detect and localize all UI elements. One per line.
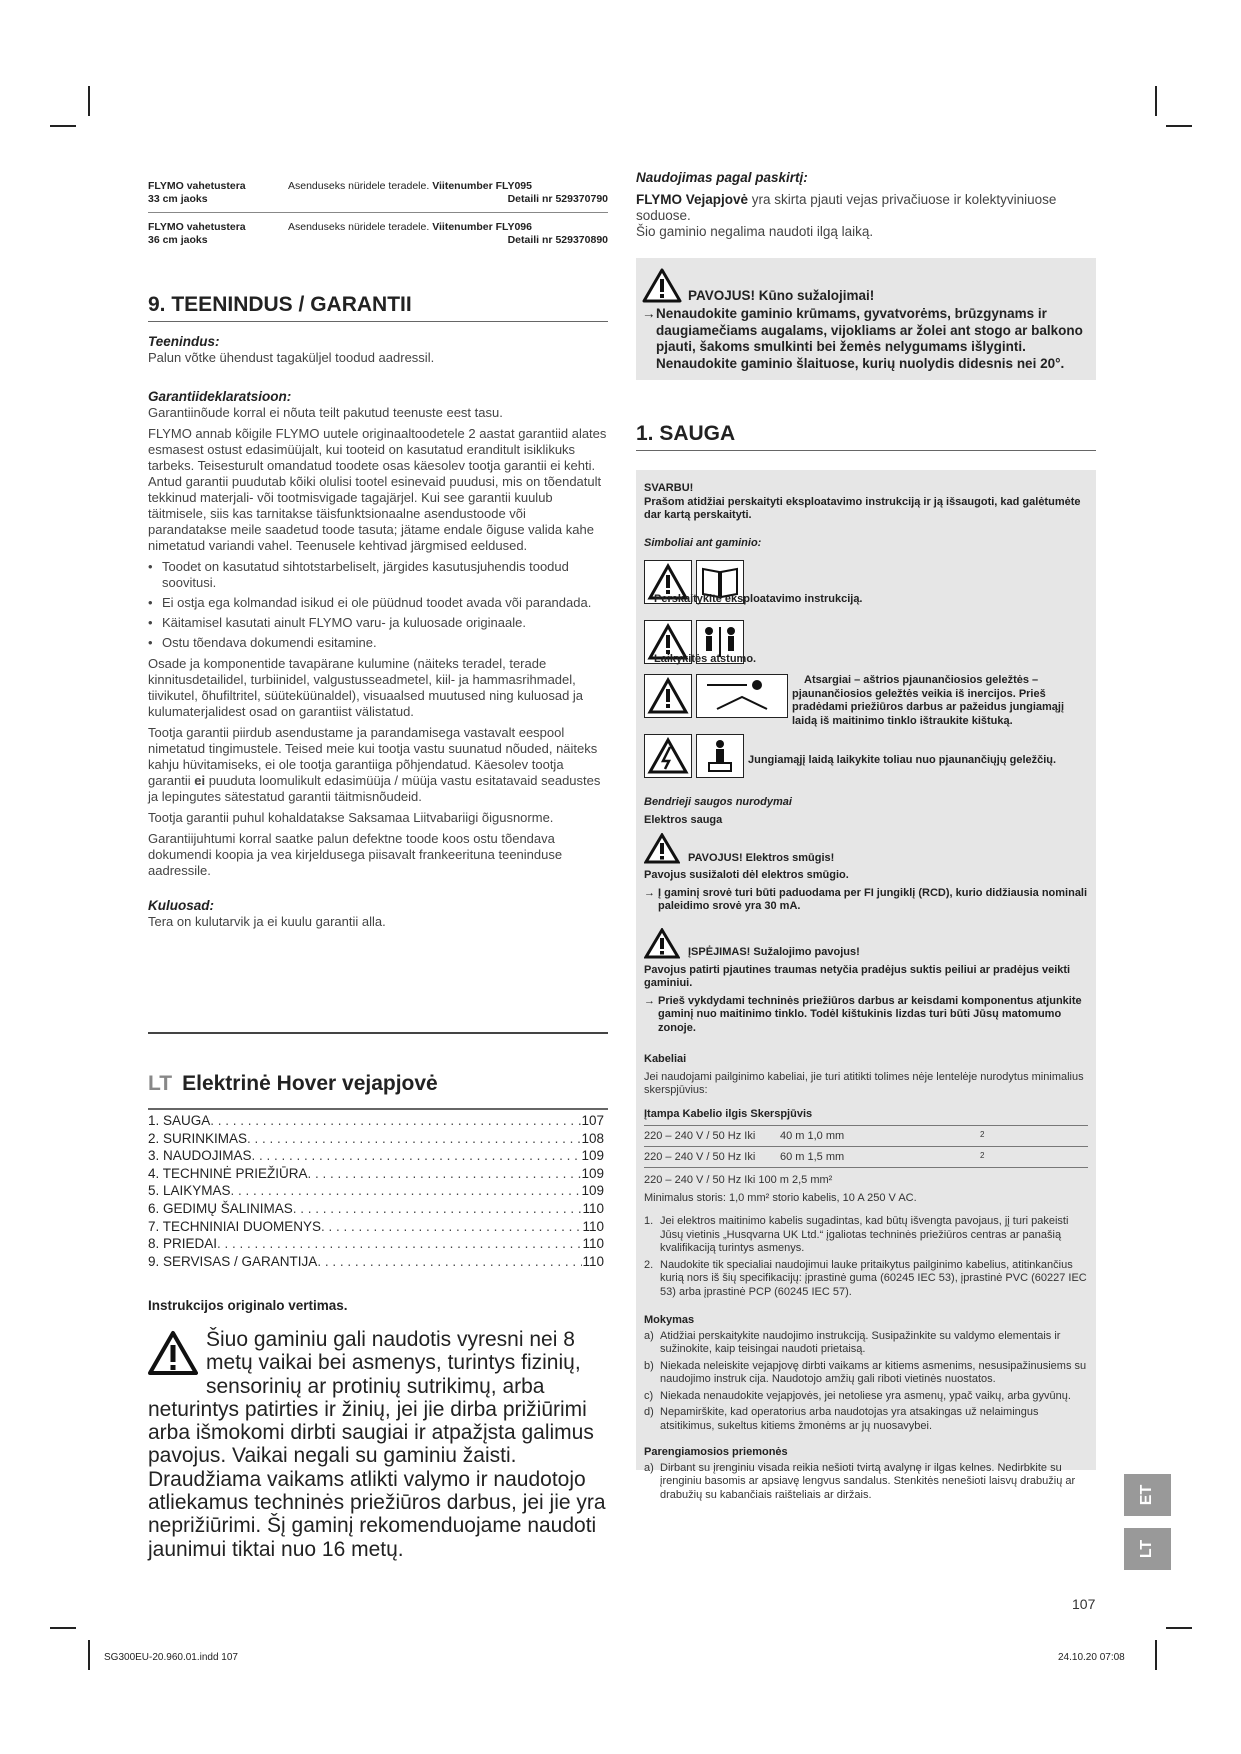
garantii-conditions [148, 559, 608, 651]
list-item: 2. Naudokite tik specialiai naudojimui lauke pritaikytus pailginimo kabelius, atitinkančius kurią nors iš šių specifikacijų: įprastinė guma (60245 IEC 53), įprastinė PVC (60227 IEC 53) arba įprastinė PCP (60245 IEC 57). [644, 1258, 1087, 1298]
garantii-p5: Tootja garantii puhul kohaldatakse Saksamaa Liitvabariigi õigusnorme. [148, 810, 554, 825]
symbol-row-read-manual [644, 558, 1088, 604]
divider [148, 1108, 608, 1110]
cables-title: Kabeliai [644, 1053, 687, 1065]
page-number: 107 [1072, 1596, 1096, 1612]
warning-triangle-icon [148, 1330, 198, 1376]
list-item: a) Dirbant su įrenginiu visada reikia nešioti tvirtą avalynę ir ilgas kelnes. Nedirbkite su įrenginiu basomis ar apsiavę lengvus sandalus. Stenkitės nenešioti laisvų drabužių ar drabužių su kabančiais raišteliais ar diržais. [644, 1461, 1076, 1501]
danger-box [636, 258, 1096, 380]
crop-mark [50, 1627, 76, 1629]
toc-item[interactable]: 6. GEDIMŲ ŠALINIMAS . . . 110 [148, 1200, 604, 1218]
warning-triangle-icon [644, 833, 680, 865]
warning-injury-heading: ĮSPĖJIMAS! Sužalojimo pavojus! [644, 928, 1088, 960]
cable-table-header: Įtampa Kabelio ilgis Skerspjūvis [644, 1108, 1088, 1127]
toc-item[interactable]: 4. TECHNINĖ PRIEŽIŪRA . . . 109 [148, 1165, 604, 1183]
kuluosad-text: Tera on kulutarvik ja ei kuulu garantii alla. [148, 914, 386, 929]
part-detail: Detaili nr 529370890 [507, 234, 608, 246]
list-item: a) Atidžiai perskaitykite naudojimo instrukciją. Susipažinkite su valdymo elementais ir sužinokite, kaip teisingai naudoti prietaisą. [644, 1329, 1061, 1355]
symbol-text: Atsargiai – aštrios pjaunančiosios geležtės – pjaunančiosios geležtės veikia iš inercijos. Prieš pradėdami priežiūros darbus ar pažeidus jungiamąjį laidą iš maitinimo tinklo ištraukite kištuką. [792, 674, 1065, 727]
crop-mark [88, 86, 90, 116]
part-size: 33 cm jaoks [148, 193, 208, 205]
divider [148, 1032, 608, 1034]
garantii-title: Garantiideklaratsioon: [148, 389, 292, 404]
left-column [148, 178, 608, 935]
tab-et[interactable]: ET [1124, 1474, 1171, 1516]
list-item: b) Niekada neleiskite vejapjovę dirbti vaikams ar kitiems asmenims, nesusipažinusiems su naudojimo instruk cija. Naudotojo amžių gali riboti vietinės nuostatos. [644, 1359, 1087, 1385]
symbol-row-keep-distance [644, 618, 1088, 664]
list-item: d) Nepamirškite, kad operatorius arba naudotojas yra atsakingas už nelaimingus atsitikimus, sukeltus kitiems žmonėms ar jų nuosavybei. [644, 1406, 1039, 1432]
section-heading-service: 9. TEENINDUS / GARANTII [148, 297, 608, 322]
lang-code: LT [148, 1072, 173, 1095]
part-ref: Viitenumber FLY096 [432, 221, 532, 233]
tab-lt[interactable]: LT [1124, 1528, 1171, 1570]
preparation-list [644, 1462, 1088, 1503]
danger-electric-heading: PAVOJUS! Elektros smūgis! [644, 833, 1088, 865]
part-ref: Viitenumber FLY095 [432, 180, 532, 192]
part-detail: Detaili nr 529370790 [507, 193, 608, 205]
warning-injury-text: Pavojus patirti pjautines traumas netyčia pradėjus suktis peiliui ar pradėjus veikti gaminiui. [644, 963, 1071, 989]
danger-text: → Nenaudokite gaminio krūmams, gyvatvorėms, brūzgynams ir daugiamečiams augalams, vijokliams ar žolei ant stogo ar balkono pjauti, šakoms smulkinti bei žemės nelygumams išlyginti. Nenaudokite gaminio šlaituose, kurių nuolydis didesnis nei 20°. [642, 306, 1086, 372]
warning-triangle-icon [644, 674, 692, 718]
toc-item[interactable]: 1. SAUGA . . . 107 [148, 1112, 604, 1130]
cable-person-icon [696, 734, 744, 778]
footer-file: SG300EU-20.960.01.indd 107 [104, 1652, 238, 1663]
rcd-instruction: → Į gaminį srovė turi būti paduodama per FI jungiklį (RCD), kurio didžiausia nominali paleidimo srovė yra 30 mA. [644, 887, 1088, 914]
kuluosad-title: Kuluosad: [148, 898, 214, 913]
toc-item[interactable]: 3. NAUDOJIMAS . . . 109 [148, 1147, 604, 1165]
symbol-text: Jungiamąjį laidą laikykite toliau nuo pjaunančiųjų geležčių. [748, 754, 1057, 766]
garantii-p3: Osade ja komponentide tavapärane kulumine (näiteks teradel, terade kinnitusdetailidel, turbiinidel, valgustusseadmetel, kiil- ja hammasrihmadel, tiivikutel, õhufiltritel, süüteküünaldel), visuaalsed muutused ning kuluosad ja kulumaterjalidest osad on garantiist välistatud. [148, 656, 584, 719]
toc-item[interactable]: 8. PRIEDAI . . . 110 [148, 1235, 604, 1253]
part-name: FLYMO vahetustera [148, 180, 246, 192]
garantii-p1: Garantiinõude korral ei nõuta teilt pakutud teenuste eest tasu. [148, 405, 503, 420]
parts-table [148, 178, 608, 253]
parts-row [148, 178, 608, 213]
intended-use-title: Naudojimas pagal paskirtį: [636, 170, 808, 185]
warning-triangle-icon [642, 268, 682, 304]
teenindus-title: Teenindus: [148, 334, 220, 349]
crop-mark [88, 1640, 90, 1670]
crop-mark [50, 125, 76, 127]
section-heading-sauga: 1. SAUGA [636, 426, 1096, 451]
right-column [636, 170, 1096, 451]
disconnect-instruction: → Prieš vykdydami techninės priežiūros darbus ar keisdami komponentus atjunkite gaminį nuo maitinimo tinklo. Todėl kištukinis lizdas turi būti Jūsų matomumo zonoje. [644, 995, 1088, 1036]
symbol-text: Laikykitės atstumo. [654, 652, 757, 665]
part-desc: Asenduseks nüridele teradele. [288, 221, 433, 233]
symbol-row-sharp-blades [644, 674, 1088, 728]
svarbu-text: Prašom atidžiai perskaityti eksploatavimo instrukciją ir ją išsaugoti, kad galėtumėte dar kartą perskaityti. [644, 495, 1081, 521]
cables-text: Jei naudojami pailginimo kabeliai, jie turi atitikti tolimes nėje lentelėje nurodytus minimalius skerspjūvius: [644, 1070, 1084, 1096]
instr-original: Instrukcijos originalo vertimas. [148, 1298, 348, 1313]
list-item: 1. Jei elektros maitinimo kabelis sugadintas, kad būtų išvengta pavojaus, jį turi pakeisti Jūsų vietinis „Husqvarna UK Ltd.“ įgaliotas techninės priežiūros centras ar panašią kvalifikaciją turintys asmenys. [644, 1215, 1069, 1254]
preparation-title: Parengiamosios priemonės [644, 1446, 788, 1458]
toc-item[interactable]: 9. SERVISAS / GARANTIJA . . . 110 [148, 1253, 604, 1271]
garantii-p4: Tootja garantii piirdub asendustame ja parandamisega vastavalt eespool nimetatud tingimustele. Teised meie kui tootja vastu suunatud nõuded, näiteks kahju hüvitamiseks, ei ole tootja garantiiga põhjendatud. Käesolev tootja garantii ei puuduta loomulikult edasimüüja / müüja vastu esitatavaid seadustes ja lepingutes sätestatud garantii täitmisnõudeid. [148, 725, 601, 804]
footer-date: 24.10.20 07:08 [1058, 1652, 1125, 1663]
list-item: • Ostu tõendava dokumendi esitamine. [148, 635, 608, 651]
crop-mark [1166, 125, 1192, 127]
blade-icon [696, 674, 788, 718]
cable-table [644, 1126, 1088, 1168]
crop-mark [1155, 1640, 1157, 1670]
table-row: 220 – 240 V / 50 Hz Iki 60 m 1,5 mm 2 [644, 1147, 1088, 1168]
teenindus-text: Palun võtke ühendust tagaküljel toodud aadressil. [148, 350, 435, 365]
list-item: • Käitamisel kasutati ainult FLYMO varu- ja kuluosade originaale. [148, 615, 608, 631]
lt-title-text: Elektrinė Hover vejapjovė [182, 1072, 438, 1095]
symbols-title: Simboliai ant gaminio: [644, 536, 762, 549]
table-of-contents [148, 1112, 604, 1270]
list-item: • Toodet on kasutatud sihtotstarbeliselt, järgides kasutusjuhendis toodud soovitusi. [148, 559, 608, 591]
big-warning [148, 1328, 608, 1561]
intended-use-p1: FLYMO Vejapjovė yra skirta pjauti vejas privačiuose ir kolektyviniuose soduose. [636, 192, 1057, 223]
training-list [644, 1330, 1088, 1434]
table-row: 220 – 240 V / 50 Hz Iki 40 m 1,0 mm 2 [644, 1126, 1088, 1147]
warning-triangle-icon [644, 928, 680, 960]
intended-use-p2: Šio gaminio negalima naudoti ilgą laiką. [636, 224, 874, 239]
svarbu-label: SVARBU! [644, 482, 694, 494]
crop-mark [1166, 1627, 1192, 1629]
toc-item[interactable]: 2. SURINKIMAS . . . 108 [148, 1130, 604, 1148]
part-desc: Asenduseks nüridele teradele. [288, 180, 433, 192]
cable-notes [644, 1215, 1088, 1299]
safety-content [644, 478, 1088, 1505]
garantii-p6: Garantiijuhtumi korral saatke palun defektne toode koos ostu tõendava dokumendi koopia ja vea kirjeldusega piisavalt frankeerituna teeninduse aadressile. [148, 831, 563, 878]
part-name: FLYMO vahetustera [148, 221, 246, 233]
symbol-row-cable [644, 734, 1088, 778]
general-safety-title: Bendrieji saugos nurodymai [644, 796, 792, 808]
lt-title [148, 1072, 438, 1096]
part-size: 36 cm jaoks [148, 234, 208, 246]
toc-item[interactable]: 5. LAIKYMAS . . . 109 [148, 1182, 604, 1200]
parts-row [148, 219, 608, 253]
crop-mark [1155, 86, 1157, 116]
cable-min: Minimalus storis: 1,0 mm² storio kabelis, 10 A 250 V AC. [644, 1191, 917, 1204]
symbol-text: Perskaitykite eksploatavimo instrukciją. [654, 592, 863, 605]
big-warning-text: Šiuo gaminiu gali naudotis vyresni nei 8 metų vaikai bei asmenys, turintys fizinių, sensorinių ar protinių sutrikimų, arba neturintys patirties ir žinių, jei jie dirba prižiūrimi arba išmokomi dirbti saugiai ir atpažįsta galimus pavojus. Vaikai negali su gaminiu žaisti. Draudžiama vaikams atlikti valymo ir naudotojo atliekamus techninės priežiūros darbus, jei jie yra neprižiūrimi. Šį gaminį rekomenduojame naudoti jaunimui tiktai nuo 16 metų. [148, 1328, 606, 1561]
cable-row-3: 220 – 240 V / 50 Hz Iki 100 m 2,5 mm² [644, 1174, 833, 1186]
danger-electric-text: Pavojus susižaloti dėl elektros smūgio. [644, 869, 849, 881]
garantii-p2: FLYMO annab kõigile FLYMO uutele originaaltoodetele 2 aastat garantiid alates esmasest ostust edasimüüjalt, kui tooteid on kasutatud eranditult isiklikuks tarbeks. Teisesturult omandatud toodete osas käesolev tootja garantii ei kehti. Antud garantii puudutab kõiki olulisi tootel esinevaid puudusi, mis on tõendatult tekkinud materjali- või tootmisvigade tagajärjel. Kui see garantii kuulub täitmisele, siis kas tarnitakse täisfunktsionaalne asendustoode või parandatakse meile saadetud toode tasuta; jätame endale õiguse valida kahe nimetatud variandi vahel. Teenusele kehtivad järgmised eeldused. [148, 426, 607, 553]
danger-title: PAVOJUS! Kūno sužalojimai! [688, 288, 875, 303]
electric-safety-title: Elektros sauga [644, 813, 723, 826]
list-item: • Ei ostja ega kolmandad isikud ei ole püüdnud toodet avada või parandada. [148, 595, 608, 611]
training-title: Mokymas [644, 1314, 695, 1326]
toc-item[interactable]: 7. TECHNINIAI DUOMENYS . . . 110 [148, 1218, 604, 1236]
warning-triangle-icon [644, 734, 692, 778]
list-item: c) Niekada nenaudokite vejapjovės, jei netoliese yra asmenų, ypač vaikų, arba gyvūnų. [644, 1389, 1071, 1402]
